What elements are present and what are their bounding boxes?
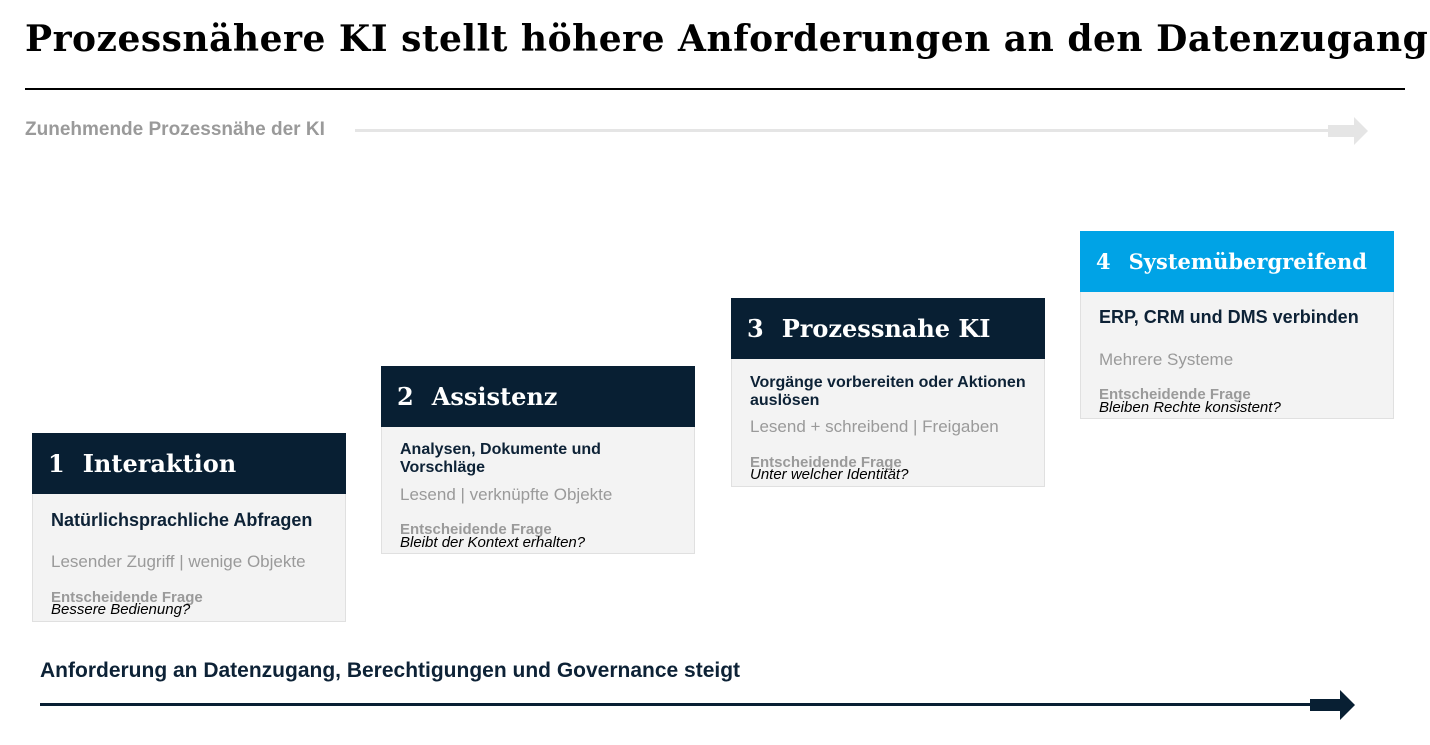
title-divider [25,88,1405,90]
stage-number: 2 [397,382,414,411]
stage-number: 3 [747,314,764,343]
top-arrow-line [355,129,1330,132]
top-arrow-label: Zunehmende Prozessnähe der KI [25,119,325,140]
stage-lead: ERP, CRM und DMS verbinden [1099,307,1359,327]
stage-card-1 [32,433,346,622]
stage-question: Bleibt der Kontext erhalten? [400,534,586,551]
stage-card-3 [731,298,1045,487]
stage-name: Systemübergreifend [1128,249,1367,274]
stage-access: Mehrere Systeme [1099,350,1234,369]
stage-lead: Natürlichsprachliche Abfragen [51,510,313,530]
stage-card-4 [1080,231,1394,419]
stage-lead: Analysen, Dokumente und Vorschläge [400,441,601,476]
page-title: Prozessnähere KI stellt höhere Anforderungen an den Datenzugang [25,18,1429,60]
stage-name: Prozessnahe KI [781,314,991,343]
stage-lead: Vorgänge vorbereiten oder Aktionen auslösen [750,374,1026,409]
stage-question: Bleiben Rechte konsistent? [1099,399,1281,416]
stage-card-header [731,298,1045,359]
stage-access: Lesender Zugriff | wenige Objekte [51,552,306,571]
stage-number: 4 [1096,249,1111,274]
stage-question: Bessere Bedienung? [51,601,191,618]
stage-question-label: Entscheidende Frage [400,521,552,538]
stage-name: Assistenz [431,382,558,411]
stage-name: Interaktion [82,449,237,478]
arrow-right-icon [1328,117,1370,145]
arrow-right-icon [1310,690,1356,720]
stage-question: Unter welcher Identität? [750,466,909,483]
bottom-arrow-line [40,703,1315,706]
stage-card-header [381,366,695,427]
stage-question-label: Entscheidende Frage [51,589,203,606]
bottom-arrow-label: Anforderung an Datenzugang, Berechtigungen und Governance steigt [40,659,741,682]
stage-question-label: Entscheidende Frage [1099,386,1251,403]
stage-card-header [32,433,346,494]
stage-card-header [1080,231,1394,292]
stage-access: Lesend + schreibend | Freigaben [750,417,999,436]
stage-question-label: Entscheidende Frage [750,454,902,471]
stage-card-2 [381,366,695,554]
stage-access: Lesend | verknüpfte Objekte [400,485,613,504]
stage-number: 1 [48,449,65,478]
